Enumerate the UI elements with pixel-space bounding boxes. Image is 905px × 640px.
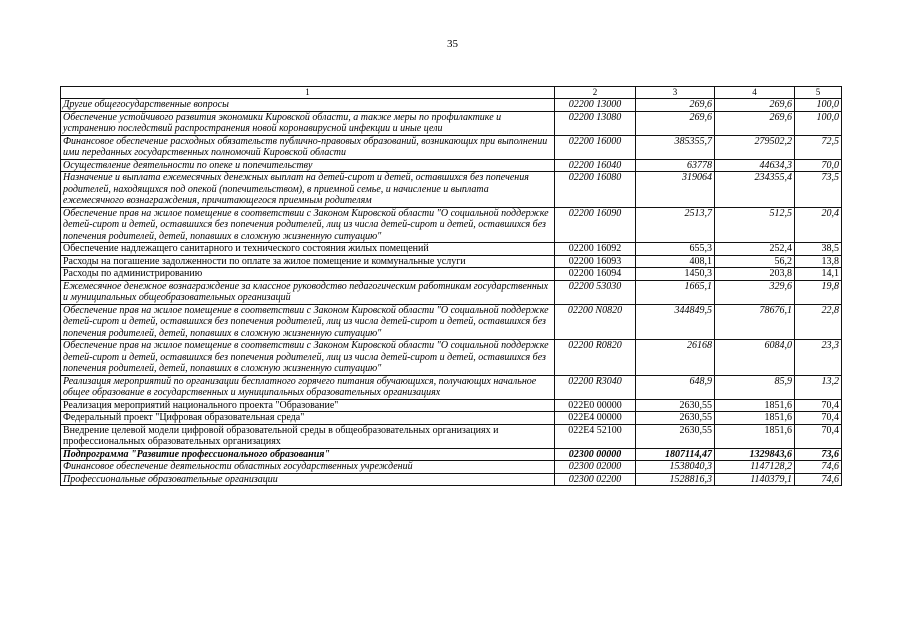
row-executed-value-cell: 1851,6 [715,412,795,425]
table-row [61,375,842,399]
row-name-cell: Реализация мероприятий национального проекта "Образование" [61,399,555,412]
header-col-5: 5 [795,87,842,99]
row-code-cell: 02300 00000 [555,448,636,461]
row-executed-value-cell: 269,6 [715,111,795,135]
row-name-cell: Федеральный проект "Цифровая образовательная среда" [61,412,555,425]
row-name-cell: Финансовое обеспечение деятельности областных государственных учреждений [61,461,555,474]
row-percent-cell: 13,8 [795,255,842,268]
row-code-cell: 02200 16090 [555,207,636,243]
table-row [61,99,842,112]
row-executed-value-cell: 78676,1 [715,304,795,340]
row-executed-value-cell: 6084,0 [715,340,795,376]
row-code-cell: 02200 16080 [555,172,636,208]
table-row [61,340,842,376]
row-executed-value-cell: 56,2 [715,255,795,268]
row-name-cell: Профессиональные образовательные организации [61,473,555,486]
row-percent-cell: 70,4 [795,424,842,448]
row-planned-value-cell: 648,9 [636,375,715,399]
row-executed-value-cell: 329,6 [715,280,795,304]
row-name-cell: Другие общегосударственные вопросы [61,99,555,112]
row-percent-cell: 70,4 [795,412,842,425]
row-percent-cell: 20,4 [795,207,842,243]
table-row [61,172,842,208]
row-planned-value-cell: 385355,7 [636,135,715,159]
row-percent-cell: 70,0 [795,159,842,172]
row-code-cell: 02200 16000 [555,135,636,159]
row-code-cell: 022E4 52100 [555,424,636,448]
row-code-cell: 02200 16094 [555,268,636,281]
row-percent-cell: 100,0 [795,111,842,135]
table-row [61,399,842,412]
table-row [61,243,842,256]
table-row [61,473,842,486]
row-name-cell: Подпрограмма "Развитие профессионального образования" [61,448,555,461]
table-row [61,448,842,461]
row-code-cell: 02200 53030 [555,280,636,304]
row-percent-cell: 13,2 [795,375,842,399]
row-code-cell: 02300 02000 [555,461,636,474]
table-row [61,304,842,340]
row-percent-cell: 73,5 [795,172,842,208]
row-executed-value-cell: 1851,6 [715,399,795,412]
header-col-3: 3 [636,87,715,99]
row-name-cell: Обеспечение надлежащего санитарного и технического состояния жилых помещений [61,243,555,256]
row-percent-cell: 100,0 [795,99,842,112]
row-executed-value-cell: 252,4 [715,243,795,256]
table-row [61,461,842,474]
row-code-cell: 02300 02200 [555,473,636,486]
row-planned-value-cell: 2630,55 [636,424,715,448]
row-percent-cell: 74,6 [795,473,842,486]
row-code-cell: 02200 16040 [555,159,636,172]
row-executed-value-cell: 1147128,2 [715,461,795,474]
row-executed-value-cell: 234355,4 [715,172,795,208]
row-planned-value-cell: 1538040,3 [636,461,715,474]
row-planned-value-cell: 269,6 [636,99,715,112]
row-executed-value-cell: 85,9 [715,375,795,399]
row-percent-cell: 19,8 [795,280,842,304]
row-name-cell: Обеспечение прав на жилое помещение в соответствии с Законом Кировской области "О социальной поддержке детей-сирот и детей, оставшихся без попечения родителей, лиц из числа детей-сирот и детей, оставшихся без попечения родителей, детей, попавших в сложную жизненную ситуацию" [61,304,555,340]
table-row [61,207,842,243]
row-name-cell: Обеспечение прав на жилое помещение в соответствии с Законом Кировской области "О социальной поддержке детей-сирот и детей, оставшихся без попечения родителей, лиц из числа детей-сирот и детей, оставшихся без попечения родителей, детей, попавших в сложную жизненную ситуацию" [61,340,555,376]
row-planned-value-cell: 655,3 [636,243,715,256]
row-percent-cell: 74,6 [795,461,842,474]
row-executed-value-cell: 269,6 [715,99,795,112]
table-row [61,135,842,159]
table-row [61,412,842,425]
header-col-2: 2 [555,87,636,99]
row-executed-value-cell: 44634,3 [715,159,795,172]
row-percent-cell: 70,4 [795,399,842,412]
row-percent-cell: 38,5 [795,243,842,256]
row-planned-value-cell: 2630,55 [636,412,715,425]
row-executed-value-cell: 203,8 [715,268,795,281]
row-planned-value-cell: 1807114,47 [636,448,715,461]
row-code-cell: 02200 N0820 [555,304,636,340]
table-row [61,280,842,304]
table-body [61,87,842,486]
table-header-row [61,87,842,99]
row-executed-value-cell: 279502,2 [715,135,795,159]
row-code-cell: 02200 13000 [555,99,636,112]
table-row [61,159,842,172]
row-code-cell: 022E4 00000 [555,412,636,425]
row-name-cell: Осуществление деятельности по опеке и попечительству [61,159,555,172]
row-name-cell: Реализация мероприятий по организации бесплатного горячего питания обучающихся, получающих начальное общее образование в государственных и муниципальных образовательных организациях [61,375,555,399]
row-planned-value-cell: 26168 [636,340,715,376]
row-executed-value-cell: 1851,6 [715,424,795,448]
row-code-cell: 022E0 00000 [555,399,636,412]
row-percent-cell: 14,1 [795,268,842,281]
header-col-4: 4 [715,87,795,99]
budget-table [60,86,842,486]
row-percent-cell: 22,8 [795,304,842,340]
row-code-cell: 02200 16092 [555,243,636,256]
row-planned-value-cell: 2513,7 [636,207,715,243]
row-planned-value-cell: 319064 [636,172,715,208]
row-planned-value-cell: 408,1 [636,255,715,268]
row-name-cell: Обеспечение прав на жилое помещение в соответствии с Законом Кировской области "О социальной поддержке детей-сирот и детей, оставшихся без попечения родителей, лиц из числа детей-сирот и детей, оставшихся без попечения родителей, детей, попавших в сложную жизненную ситуацию" [61,207,555,243]
row-name-cell: Расходы на погашение задолженности по оплате за жилое помещение и коммунальные услуги [61,255,555,268]
page-number: 35 [447,38,458,50]
row-percent-cell: 23,3 [795,340,842,376]
row-name-cell: Расходы по администрированию [61,268,555,281]
row-planned-value-cell: 1450,3 [636,268,715,281]
row-name-cell: Внедрение целевой модели цифровой образовательной среды в общеобразовательных организациях и профессиональных образовательных организациях [61,424,555,448]
row-executed-value-cell: 1140379,1 [715,473,795,486]
row-planned-value-cell: 1665,1 [636,280,715,304]
row-planned-value-cell: 63778 [636,159,715,172]
row-name-cell: Обеспечение устойчивого развития экономики Кировской области, а также меры по профилактике и устранению последствий распространения новой коронавирусной инфекции и иные цели [61,111,555,135]
table-row [61,268,842,281]
row-percent-cell: 72,5 [795,135,842,159]
table-row [61,424,842,448]
header-col-1: 1 [61,87,555,99]
row-executed-value-cell: 512,5 [715,207,795,243]
row-code-cell: 02200 R3040 [555,375,636,399]
row-code-cell: 02200 R0820 [555,340,636,376]
table-row [61,255,842,268]
row-code-cell: 02200 16093 [555,255,636,268]
row-planned-value-cell: 2630,55 [636,399,715,412]
row-name-cell: Ежемесячное денежное вознаграждение за классное руководство педагогическим работникам государственных и муниципальных общеобразовательных организаций [61,280,555,304]
row-code-cell: 02200 13080 [555,111,636,135]
row-planned-value-cell: 269,6 [636,111,715,135]
row-planned-value-cell: 344849,5 [636,304,715,340]
row-planned-value-cell: 1528816,3 [636,473,715,486]
row-name-cell: Назначение и выплата ежемесячных денежных выплат на детей-сирот и детей, оставшихся без попечения родителей, находящихся под опекой (попечительством), в приемной семье, и начисление и выплата ежемесячного вознаграждения, причитающегося приемным родителям [61,172,555,208]
row-percent-cell: 73,6 [795,448,842,461]
table-row [61,111,842,135]
row-executed-value-cell: 1329843,6 [715,448,795,461]
row-name-cell: Финансовое обеспечение расходных обязательств публично-правовых образований, возникающих при выполнении ими переданных государственных полномочий Кировской области [61,135,555,159]
